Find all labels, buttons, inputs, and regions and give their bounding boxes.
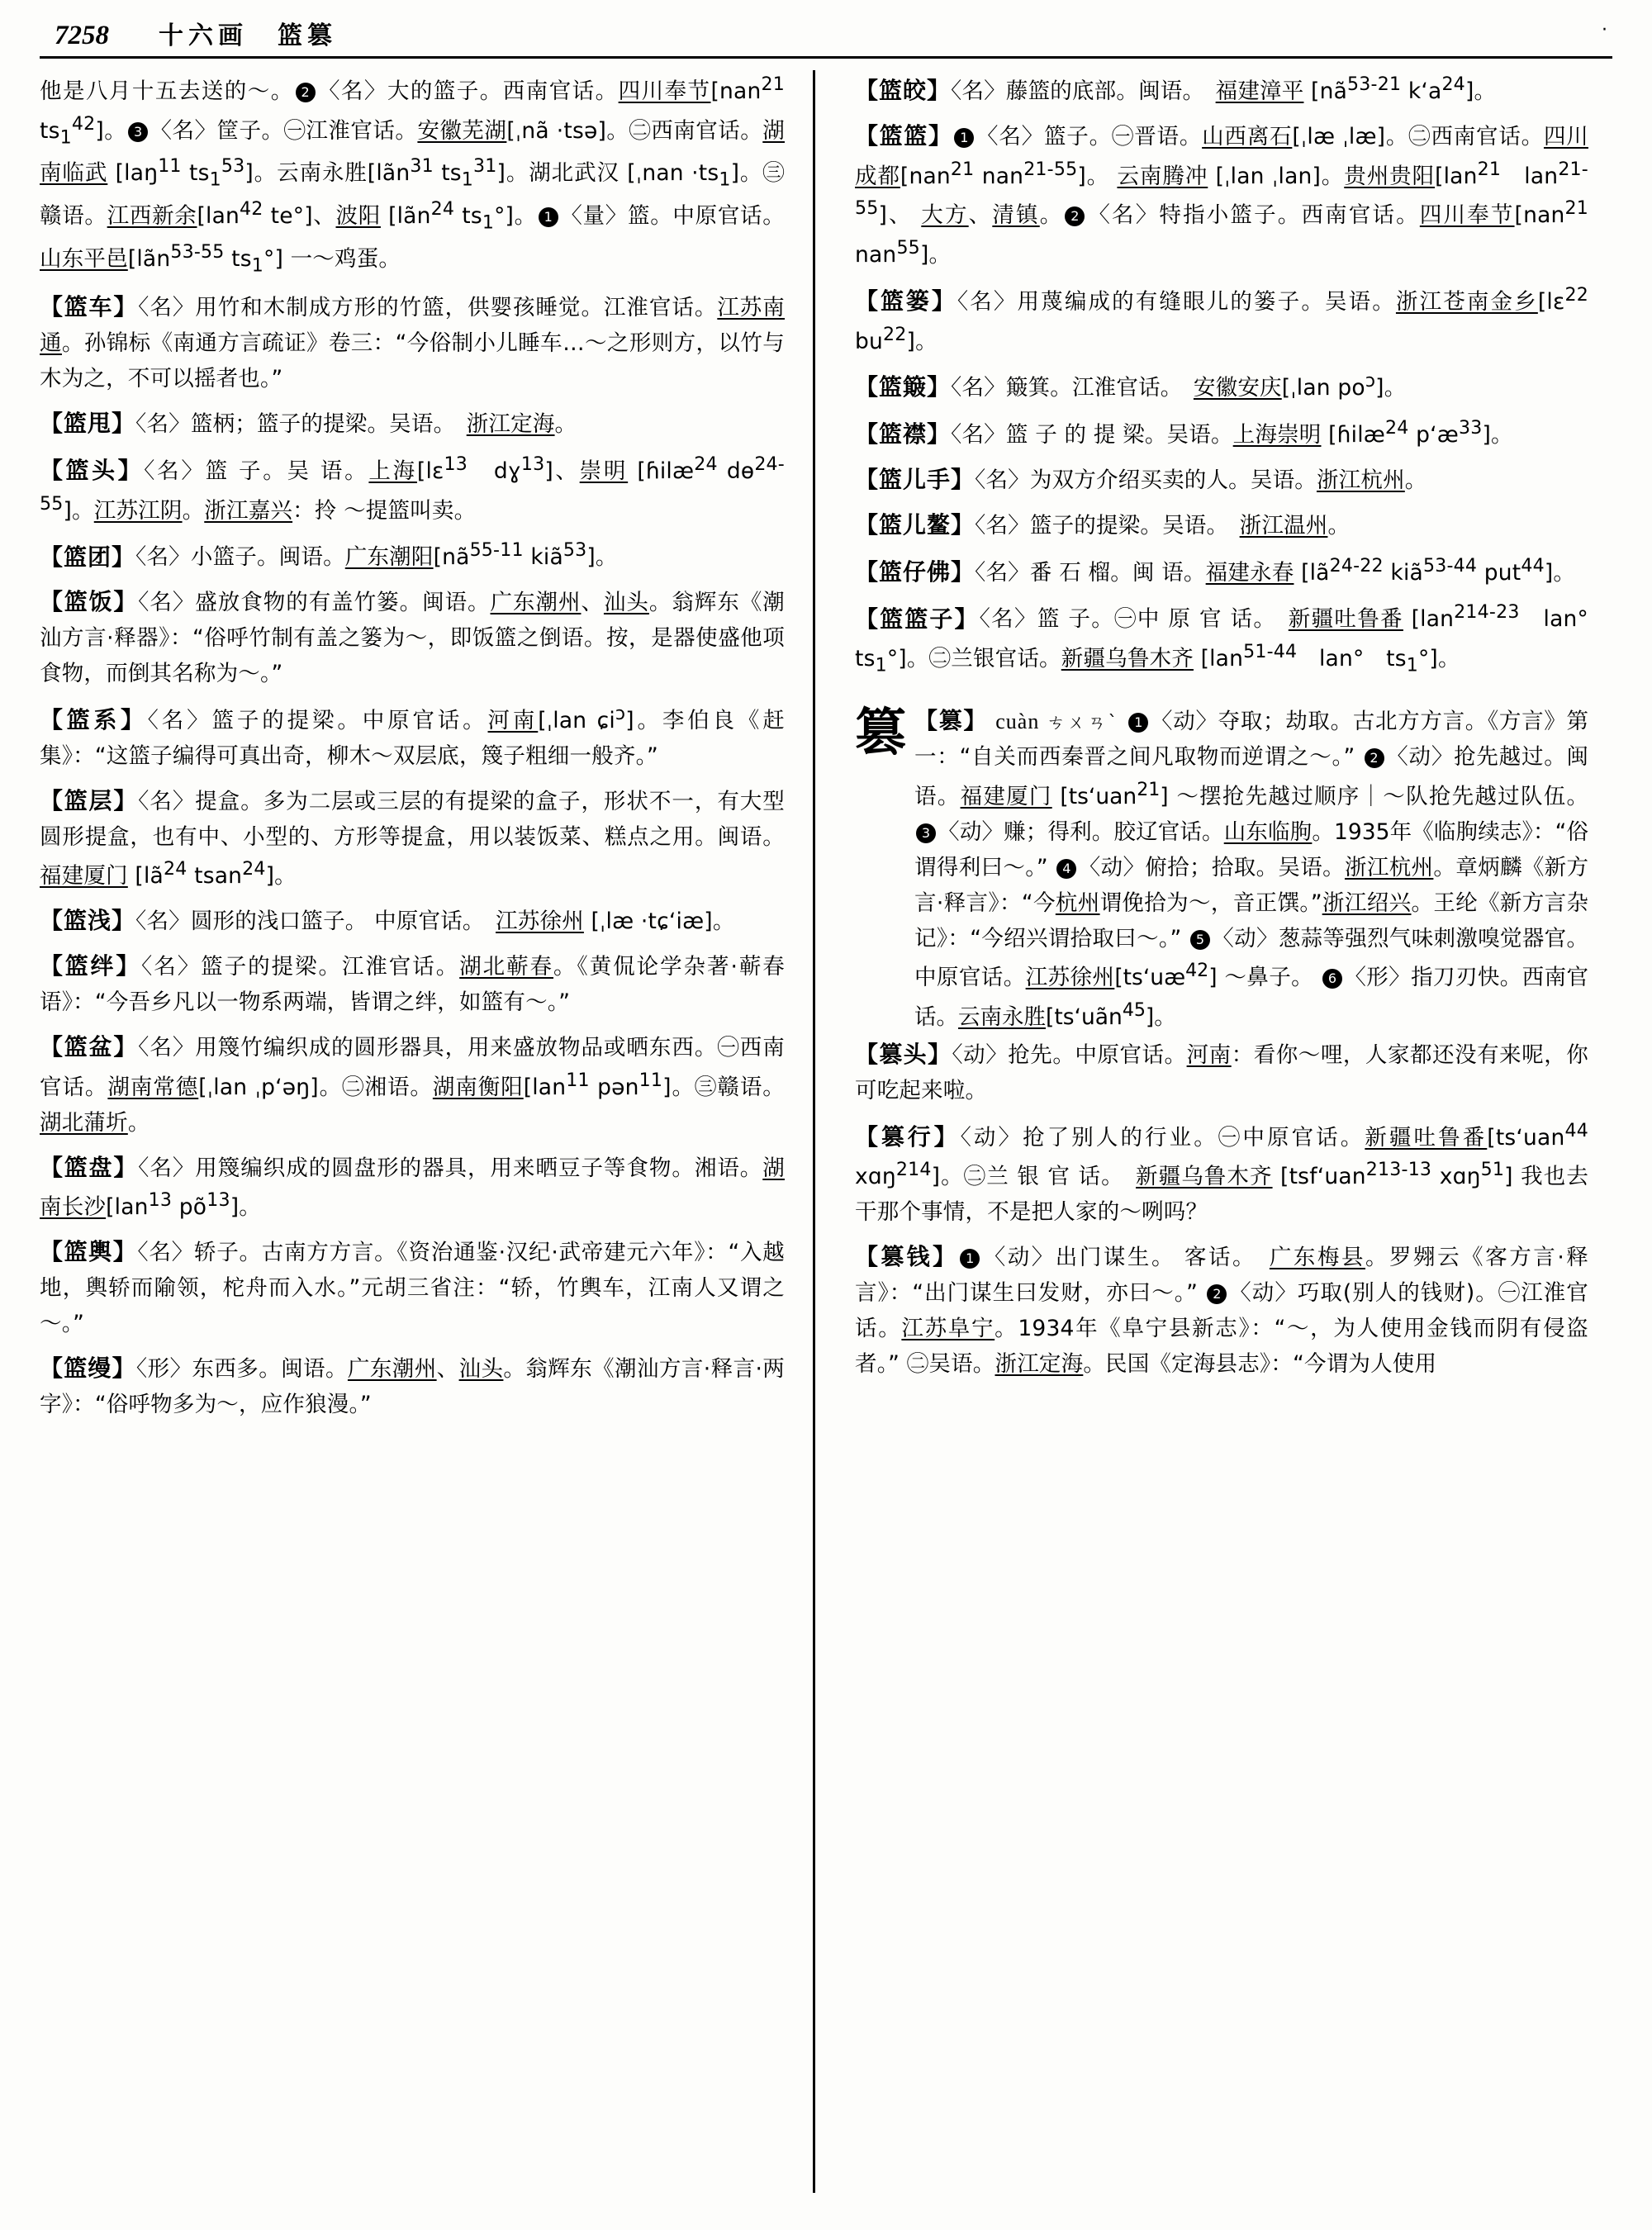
dictionary-entry: [40, 1149, 785, 1226]
entry-headword: 【篮团】: [40, 543, 136, 571]
header-rule: [40, 56, 1612, 59]
entry-definition: 〈形〉东西多。闽语。广东潮州、汕头。翁辉东《潮汕方言·释言·两字》：“俗呼物多为～，应作狼漫。”: [40, 1356, 785, 1417]
dictionary-entry: [855, 552, 1588, 591]
entry-headword: 【篮层】: [40, 786, 139, 814]
entry-headword: 【篮车】: [40, 293, 139, 321]
entry-definition: 〈名〉小篮子。闽语。广东潮阳[$nã^{55-11}$ kiã$^{53}$]。: [135, 540, 618, 571]
entry-definition: 〈名〉篮柄；篮子的提梁。吴语。 浙江定海。: [135, 411, 577, 438]
entry-headword: 【篮儿鳌】: [855, 510, 976, 539]
dictionary-entry: [855, 70, 1588, 110]
entry-headword: 【篮盆】: [40, 1033, 139, 1061]
entry-definition: 〈名〉篮 子。吴 语。上海[lɛ$^{13}$ dɣ$^{13}$]、崇明 [ɦilæ$^{24}$ dɵ$^{24-55}$]。江苏江阴。浙江嘉兴：拎 ～提篮叫卖。: [40, 454, 785, 524]
entry-definition: 〈名〉篮子的提梁。吴语。 浙江温州。: [975, 512, 1351, 539]
entry-definition: 〈名〉用蔑编成的有缝眼儿的篓子。吴语。浙江苍南金乡[lɛ$^{22}$ $bu^{22}$]。: [855, 284, 1588, 354]
entry-headword: 【篮篓】: [855, 287, 957, 315]
dictionary-entry: [855, 117, 1588, 273]
right-column: [820, 70, 1611, 2193]
entry-headword: 【篮盘】: [40, 1153, 139, 1181]
entry-definition: 〈名〉篮 子 的 提 梁。吴语。上海崇明 [ɦilæ$^{24}$ pʻæ$^{33}$]。: [951, 418, 1513, 448]
dictionary-entry: [855, 281, 1588, 360]
page-number: 7258: [55, 21, 109, 50]
entry-definition: 〈名〉篮子的提梁。中原官话。河南[ˌlan ɕi$^ɔ$]。李伯良《赶集》：“这篮子编得可真出奇，柳木～双层底，篾子粗细一般齐。”: [40, 704, 785, 769]
dictionary-entry: [40, 450, 785, 529]
entry-headword: 【篡钱】: [855, 1243, 959, 1271]
entry-definition: 〈名〉为双方介绍买卖的人。吴语。浙江杭州。: [975, 467, 1427, 493]
dictionary-entry: [40, 405, 785, 443]
dictionary-entry: [855, 1238, 1588, 1383]
dictionary-entry: [40, 288, 785, 397]
entry-headword: 【篮襟】: [855, 420, 952, 448]
entry-headword: 【篮輿】: [40, 1238, 138, 1266]
section-pinyin: cuàn: [995, 709, 1040, 734]
entry-headword: 【篮皎】: [855, 76, 952, 104]
entry-definition: 他是八月十五去送的～。 2 〈名〉大的篮子。西南官话。四川奉节[nan$^{21}$ $ts_1^{42}$]。 3 〈名〉筐子。㊀江淮官话。安徽芜湖[ˌnã ·tsə]。㊁西南官话。湖南临武 [laŋ$^{11}$ $ts_1^{53}$]。云南永胜[lãn$^{31}$ $ts_1^{31}$]。湖北武汉 [ˌnan $\cdot ts_1$]。㊂赣语。江西新余[lan$^{42}$ te°]、波阳 [lãn$^{24}$ $ts_1^\circ$]。 1 〈量〉篮。中原官话。山东平邑[lãn$^{53-55}$ $ts_1^\circ$] 一～鸡蛋。: [40, 74, 785, 277]
entry-definition: 〈名〉用篾竹编织成的圆形器具，用来盛放物品或晒东西。㊀西南官话。湖南常德[ˌlan ˌpʻəŋ]。㊁湘语。湖南衡阳[lan$^{11}$ pən$^{11}$]。㊂赣语。湖北蒲圻。: [40, 1035, 785, 1136]
entry-definition: 〈名〉盛放食物的有盖竹篓。闽语。广东潮州、汕头。翁辉东《潮汕方言·释器》：“俗呼竹制有盖之篓为～，即饭篮之倒语。按，是器使盛他项食物，而倒其名称为～。”: [40, 590, 785, 687]
entry-definition: 1 〈动〉出门谋生。 客话。 广东梅县。罗翙云《客方言·释言》：“出门谋生曰发财，亦曰～。” 2 〈动〉巧取(别人的钱财)。㊀江淮官话。江苏阜宁。1934年《阜宁县新志》：“～，为人使用金钱而阴有侵盗者。” ㊁吴语。浙江定海。民国《定海县志》：“今谓为人使用: [855, 1245, 1588, 1377]
entry-headword: 【篮儿手】: [855, 465, 976, 493]
column-divider: [813, 70, 815, 2193]
entry-headword: 【篮仔佛】: [855, 558, 976, 586]
dictionary-entry: [855, 599, 1611, 681]
entry-headword: 【篮饭】: [40, 588, 139, 616]
entry-definition: 〈动〉抢先。中原官话。河南：看你～哩，人家都还没有来呢，你可吃起来啦。: [855, 1041, 1589, 1103]
entry-headword: 【篮甩】: [40, 410, 136, 438]
entry-definition: 〈名〉用篾编织成的圆盘形的器具，用来晒豆子等食物。湘语。湖南长沙[lan$^{13}$ $põ^{13}$]。: [40, 1155, 785, 1221]
section-zhuyin: ㄘㄨㄢˋ: [1047, 713, 1120, 734]
dictionary-entry: [855, 414, 1588, 453]
entry-definition: 〈名〉篮 子。㊀中 原 官 话。 新疆吐鲁番 [lan$^{214-23}$ lan° $ts_1^\circ$]。㊁兰银官话。新疆乌鲁木齐 [lan$^{51-44}$ lan° $ts_1^\circ$]。: [855, 602, 1611, 676]
entry-headword: 【篡头】: [855, 1040, 952, 1068]
dictionary-entry: [855, 506, 1588, 544]
entry-definition: 〈名〉轿子。古南方方言。《资治通鉴·汉纪·武帝建元六年》：“入越地，輿轿而隃领，柁舟而入水。”元胡三省注：“轿，竹輿车，江南人又谓之～。”: [40, 1240, 785, 1337]
page-columns: [40, 70, 1612, 2193]
entry-headword: 【篮头】: [40, 456, 145, 484]
entry-headword: 【篡行】: [855, 1122, 961, 1151]
entry-headword: 【篮缦】: [40, 1355, 136, 1383]
dictionary-entry: [40, 947, 785, 1021]
entry-definition: 〈名〉篮子的提梁。江淮官话。湖北蕲春。《黄侃论学杂著·蕲春语》：“今吾乡凡以一物系两端，皆谓之绊，如篮有～。”: [40, 954, 785, 1016]
entry-headword: 【篮浅】: [40, 907, 136, 935]
entry-definition: 〈名〉簸箕。江淮官话。 安徽安庆[ˌlan $po^ɔ$]。: [951, 371, 1407, 401]
entry-headword: 【篮绊】: [40, 952, 142, 980]
section-body: [914, 702, 1588, 1036]
section-character: 篡: [855, 702, 907, 763]
dictionary-entry: [40, 537, 785, 576]
section-cuan: [855, 702, 1588, 1036]
section-definition: 1 〈动〉夺取；劫取。古北方方言。《方言》第一：“自关而西秦晋之间凡取物而逆谓之～。” 2 〈动〉抢先越过。闽语。福建厦门 [tsʻuan$^{21}$] ～摆抢先越过顺序｜～队抢先越过队伍。 3 〈动〉赚；得利。胶辽官话。山东临朐。1935年《临朐续志》：“俗谓得利曰～。” 4 〈动〉俯拾；拾取。吴语。浙江杭州。章炳麟《新方言·释言》：“今杭州谓俛拾为～，音正馔。”浙江绍兴。王纶《新方言杂记》：“今绍兴谓拾取曰～。” 5 〈动〉葱蒜等强烈气味刺激嗅觉器官。中原官话。江苏徐州[tsʻuæ$^{42}$] ～鼻子。 6 〈形〉指刀刃快。西南官话。云南永胜[tsʻuãn$^{45}$]。: [914, 709, 1589, 1031]
entry-headword: 【篮篮】: [855, 121, 953, 149]
entry-definition: 〈名〉用竹和木制成方形的竹篮，供婴孩睡觉。江淮官话。江苏南通。孙锦标《南通方言疏证》卷三：“今俗制小儿睡车…～之形则方，以竹与木为之，不可以摇者也。”: [40, 295, 785, 392]
entry-definition: 1 〈名〉篮子。㊀晋语。山西离石[ˌlæ ˌlæ]。㊁西南官话。四川成都[nan$^{21}$ nan$^{21-55}$]。 云南腾冲 [ˌlan ˌlan]。贵州贵阳[lan$^{21}$ lan$^{21-55}$]、 大方、清镇。 2 〈名〉特指小篮子。西南官话。四川奉节[nan$^{21}$ nan$^{55}$]。: [855, 123, 1588, 268]
dictionary-entry: [40, 1350, 785, 1423]
dictionary-entry: [40, 700, 785, 775]
page-title: 十六画 篮篡: [159, 21, 337, 50]
page-header: [40, 15, 1612, 53]
dictionary-entry: [855, 461, 1588, 499]
dictionary-entry: [40, 902, 785, 940]
section-headword: 【篡】: [914, 707, 989, 735]
entry-definition: 〈名〉藤篮的底部。闽语。 福建漳平 [$nã^{53-21}$ kʻa$^{24}$]。: [951, 74, 1497, 104]
entry-definition: 〈名〉番 石 榴。闽 语。福建永春 [$lã^{24-22}$ kiã$^{53-44}$ put$^{44}$]。: [975, 555, 1576, 586]
entry-definition: 〈名〉圆形的浅口篮子。 中原官话。 江苏徐州 [ˌlæ ·tɕʻiæ]。: [135, 909, 735, 935]
dictionary-entry: [40, 1233, 785, 1342]
dictionary-entry: [855, 1036, 1588, 1109]
corner-mark: ·: [1602, 20, 1607, 40]
dictionary-entry: [40, 1028, 785, 1141]
dictionary-entry: [855, 367, 1588, 406]
dictionary-entry: [40, 583, 785, 692]
dictionary-entry: [40, 782, 785, 895]
entry-headword: 【篮系】: [40, 705, 148, 733]
entry-definition: 〈动〉抢了别人的行业。㊀中原官话。新疆吐鲁番[tsʻuan$^{44}$ xɑŋ$^{214}$]。㊁兰 银 官 话。 新疆乌鲁木齐 [tsfʻuan$^{213-13}$ xɑŋ$^{51}$] 我也去干那个事情，不是把人家的～咧吗？: [855, 1120, 1589, 1226]
entry-headword: 【篮簸】: [855, 373, 952, 401]
entry-definition: 〈名〉提盒。多为二层或三层的有提梁的盒子，形状不一，有大型圆形提盒，也有中、小型的、方形等提盒，用以装饭菜、糕点之用。闽语。福建厦门 [$lã^{24}$ tsan$^{24}$]。: [40, 788, 785, 890]
dictionary-entry: [855, 1117, 1588, 1231]
dictionary-entry: [40, 70, 785, 281]
left-column: [40, 70, 808, 2193]
entry-headword: 【篮篮子】: [855, 605, 980, 633]
